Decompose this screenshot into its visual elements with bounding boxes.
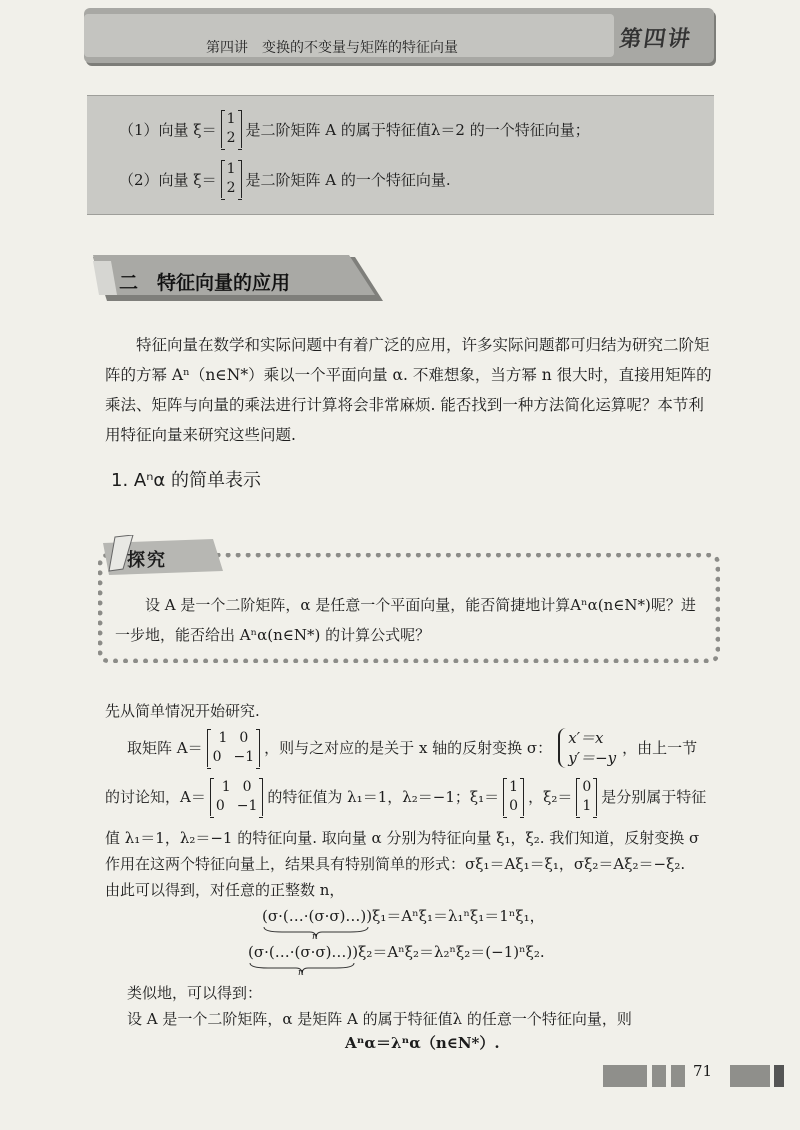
transform-cases [558, 728, 616, 768]
vector-entry: 2 [226, 180, 236, 196]
intro-paragraph: 特征向量在数学和实际问题中有着广泛的应用，许多实际问题都可归结为研究二阶矩阵的方幂 Aⁿ（n∈N*）乘以一个平面向量 α. 不难想象，当方幂 n 很大时，直接用矩阵的乘法、矩阵与向量的乘法进行计算将会非常麻烦. 能否找到一种方法简化运算呢？本节利用特征向量来研究这些问题. [105, 336, 712, 444]
box-line-2 [119, 160, 451, 198]
matrix-entry: −1 [233, 749, 255, 765]
body-line-5: 作用在这两个特征向量上，结果具有特别简单的形式：σξ₁＝Aξ₁＝ξ₁，σξ₂＝Aξ₂＝−ξ₂. [105, 855, 686, 873]
matrix-entry: 1 [221, 779, 231, 795]
body-line-2 [127, 728, 697, 768]
vector-entry: 0 [509, 798, 519, 814]
section-title: 二 特征向量的应用 [119, 272, 291, 294]
page-number: 71 [693, 1062, 713, 1080]
subsection-title: 1. Aⁿα 的简单表示 [111, 470, 261, 491]
body-line-7: 类似地，可以得到： [127, 984, 263, 1002]
matrix-A [207, 729, 261, 767]
footer-bar-2 [652, 1065, 666, 1087]
vector-entry: 1 [226, 111, 236, 127]
footer-bar-5 [774, 1065, 784, 1087]
brace-label-n-2: n [298, 968, 304, 978]
body-line-2-c: ，由上一节 [622, 739, 698, 757]
body-line-2-a: 取矩阵 A＝ [127, 739, 203, 757]
vector-xi2 [576, 778, 597, 816]
header-lecture-label: 第四讲 [617, 26, 694, 52]
vector-entry: 1 [226, 161, 236, 177]
matrix-entry: 0 [212, 749, 222, 765]
equation-3: Aⁿα＝λⁿα（n∈N*）. [345, 1034, 500, 1052]
matrix-entry: 0 [242, 779, 252, 795]
box-line-2-suffix: 是二阶矩阵 A 的一个特征向量. [245, 170, 451, 189]
explore-text: 设 A 是一个二阶矩阵，α 是任意一个平面向量，能否简捷地计算Aⁿα(n∈N*)呢？进一步地，能否给出 Aⁿα(n∈N*) 的计算公式呢？ [115, 596, 696, 644]
vector-matrix-1 [221, 110, 242, 148]
vector-entry: 2 [226, 130, 236, 146]
brace-label-n-1: n [312, 932, 318, 942]
matrix-entry: 0 [239, 730, 249, 746]
footer-bar-1 [603, 1065, 647, 1087]
equation-1: (σ·(…·(σ·σ)…))ξ₁＝Aⁿξ₁＝λ₁ⁿξ₁＝1ⁿξ₁， [262, 907, 545, 925]
box-line-1-prefix: （1）向量 ξ＝ [119, 120, 217, 139]
header-title: 第四讲 变换的不变量与矩阵的特征向量 [206, 40, 458, 56]
matrix-entry: 0 [215, 798, 225, 814]
vector-entry: 0 [582, 779, 592, 795]
footer-bar-3 [671, 1065, 685, 1087]
matrix-entry: −1 [236, 798, 258, 814]
matrix-entry: 1 [218, 730, 228, 746]
equation-2: (σ·(…·(σ·σ)…))ξ₂＝Aⁿξ₂＝λ₂ⁿξ₂＝(−1)ⁿξ₂. [248, 943, 545, 961]
body-line-3-c: ，ξ₂＝ [528, 788, 573, 806]
vector-matrix-2 [221, 160, 242, 198]
box-line-1-suffix: 是二阶矩阵 A 的属于特征值λ＝2 的一个特征向量； [245, 120, 590, 139]
body-line-6: 由此可以得到，对任意的正整数 n， [105, 881, 345, 899]
body-line-4: 值 λ₁＝1，λ₂＝−1 的特征向量. 取向量 α 分别为特征向量 ξ₁，ξ₂. 我们知道，反射变换 σ [105, 829, 700, 847]
box-line-1 [119, 110, 590, 148]
vector-xi1 [503, 778, 524, 816]
explore-label: 探究 [127, 550, 167, 571]
box-line-2-prefix: （2）向量 ξ＝ [119, 170, 217, 189]
body-line-1: 先从简单情况开始研究. [105, 702, 260, 720]
case-2: y′＝−y [568, 749, 617, 767]
body-line-3-a: 的讨论知，A＝ [105, 788, 206, 806]
vector-entry: 1 [582, 798, 592, 814]
body-line-3-b: 的特征值为 λ₁＝1，λ₂＝−1；ξ₁＝ [267, 788, 500, 806]
answer-box [87, 95, 714, 215]
body-line-2-b: ，则与之对应的是关于 x 轴的反射变换 σ： [264, 739, 553, 757]
vector-entry: 1 [509, 779, 519, 795]
footer-bar-4 [730, 1065, 770, 1087]
body-line-3-d: 是分别属于特征 [601, 788, 707, 806]
body-line-8: 设 A 是一个二阶矩阵，α 是矩阵 A 的属于特征值λ 的任意一个特征向量，则 [127, 1010, 632, 1028]
body-line-3 [105, 778, 706, 816]
case-1: x′＝x [568, 729, 604, 747]
matrix-A-2 [210, 778, 264, 816]
